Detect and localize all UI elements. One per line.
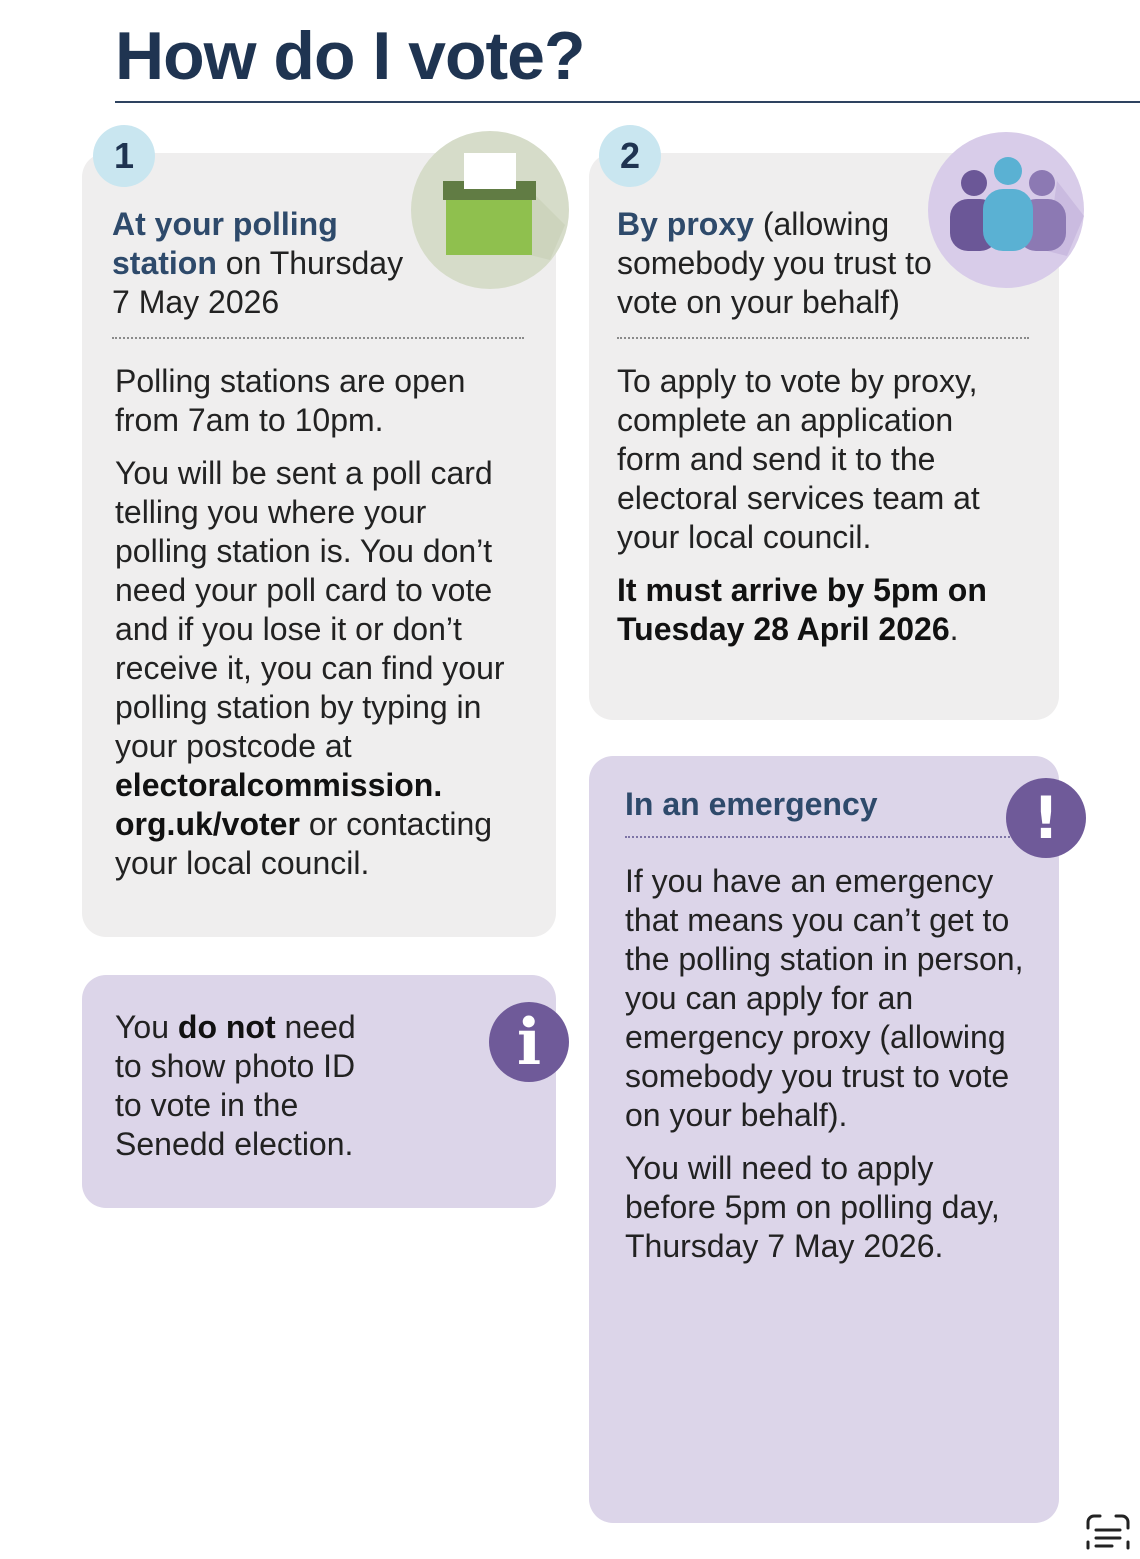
proxy-deadline-text: It must arrive by 5pm on Tuesday 28 April 2026.	[617, 572, 987, 647]
step-badge-2: 2	[599, 125, 661, 187]
title-divider	[115, 101, 1140, 103]
text-scan-button[interactable]	[1074, 1508, 1140, 1554]
polling-station-body	[115, 362, 515, 897]
proxy-body	[617, 362, 987, 663]
proxy-heading	[617, 205, 947, 322]
photo-id-text: You do not need to show photo ID to vote in the Senedd election.	[115, 1009, 356, 1162]
opening-hours-text: Polling stations are open from 7am to 10pm.	[115, 363, 466, 438]
emergency-deadline-text: You will need to apply before 5pm on polling day, Thursday 7 May 2026.	[625, 1150, 1000, 1264]
info-icon: i	[489, 1002, 569, 1082]
voter-link[interactable]: electoralcommission. org.uk/voter	[115, 767, 443, 842]
dotted-divider	[625, 836, 1010, 838]
exclamation-icon: !	[1006, 778, 1086, 858]
dotted-divider	[617, 337, 1029, 339]
proxy-heading-rest: (allowing somebody you trust to vote on your behalf)	[617, 206, 932, 320]
emergency-heading: In an emergency	[625, 786, 878, 822]
page-title: How do I vote?	[115, 18, 585, 94]
people-icon	[927, 131, 1085, 289]
text-scan-icon	[1074, 1508, 1140, 1554]
proxy-apply-text: To apply to vote by proxy, complete an application form and send it to the electoral services team at your local council.	[617, 363, 980, 555]
ballot-box-icon	[410, 130, 570, 290]
emergency-body	[625, 862, 1030, 1280]
polling-station-heading	[112, 205, 427, 322]
dotted-divider	[112, 337, 524, 339]
step-badge-1: 1	[93, 125, 155, 187]
polling-station-heading-bold: At your polling station	[112, 206, 338, 281]
proxy-heading-bold: By proxy	[617, 206, 754, 242]
polling-station-heading-rest: on Thursday 7 May 2026	[112, 245, 404, 320]
emergency-proxy-text: If you have an emergency that means you can’t get to the polling station in person, you can apply for an emergency proxy (allowing somebody you trust to vote on your behalf).	[625, 863, 1024, 1133]
poll-card-text: You will be sent a poll card telling you where your polling station is. You don’t need your poll card to vote and if you lose it or don’t receive it, you can find your polling station by typing in your postcode at electoralcommission. org.uk/voter or contacting your local council.	[115, 455, 505, 881]
